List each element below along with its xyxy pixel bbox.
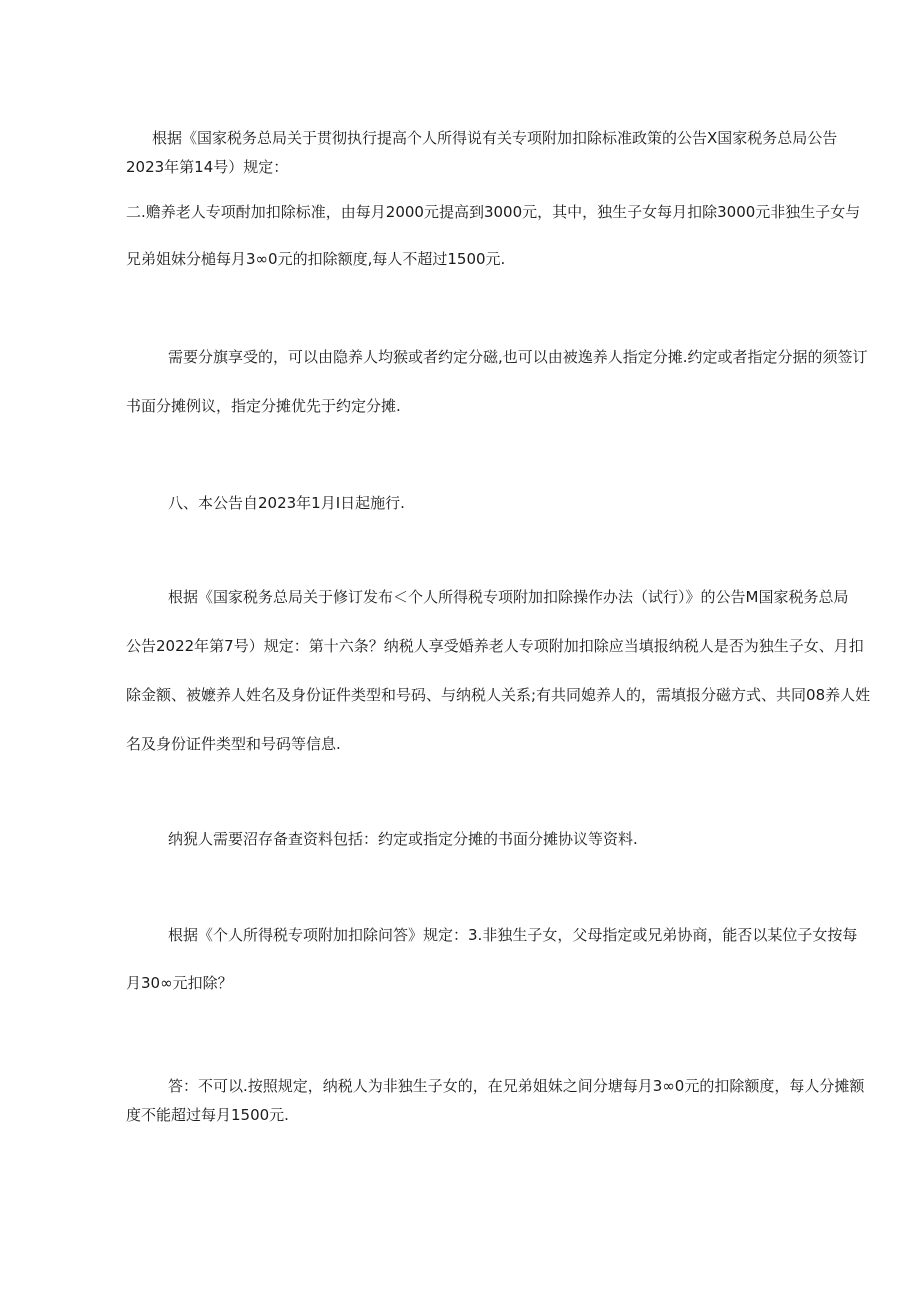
paragraph-2-line-1: 二.赡养老人专项酎加扣除标准，由每月2000元提高到3000元，其中，独生子女每月扣除3000元非独生子女与: [126, 203, 861, 221]
paragraph-7-line-2: 月30∞元扣除？: [126, 974, 233, 992]
paragraph-5-line-3: 除金额、被嬷养人姓名及身份证件类型和号码、与纳税人关系;有共同媳养人的，需填报分磁方式、共同08养人姓: [126, 686, 871, 704]
paragraph-5-line-1: 根据《国家税务总局关于修订发布＜个人所得税专项附加扣除操作办法（试行）》的公告M国家税务总局: [168, 588, 849, 606]
paragraph-3-line-1: 需要分旗享受的，可以由隐养人均猴或者约定分磁,也可以由被逸养人指定分摊.约定或者指定分据的须签订: [168, 348, 868, 366]
paragraph-4-line-1: 八、本公告自2023年1月I日起施行.: [168, 494, 405, 512]
paragraph-2-line-2: 兄弟姐妹分槌每月3∞0元的扣除额度,每人不超过1500元.: [126, 250, 506, 268]
paragraph-5-line-2: 公告2022年第7号）规定：第十六条？纳税人享受婚养老人专项附加扣除应当填报纳税人是否为独生子女、月扣: [126, 637, 864, 655]
paragraph-1-line-1: 根据《国家税务总局关于贯彻执行提高个人所得说有关专项附加扣除标准政策的公告X国家税务总局公告: [152, 129, 838, 147]
paragraph-7-line-1: 根据《个人所得税专项附加扣除问答》规定：3.非独生子女，父母指定或兄弟协商，能否以某位子女按每: [168, 926, 858, 944]
paragraph-1-line-2: 2023年第14号）规定：: [126, 158, 289, 176]
paragraph-3-line-2: 书面分摊例议，指定分摊优先于约定分摊.: [126, 397, 401, 415]
paragraph-8-line-1: 答：不可以.按照规定，纳税人为非独生子女的，在兄弟姐妹之间分塘每月3∞0元的扣除额度，每人分摊额: [168, 1077, 865, 1095]
paragraph-6-line-1: 纳猊人需要沼存备查资料包括：约定或指定分摊的书面分摊协议等资料.: [168, 830, 638, 848]
paragraph-5-line-4: 名及身份证件类型和号码等信息.: [126, 735, 341, 753]
paragraph-8-line-2: 度不能超过每月1500元.: [126, 1106, 289, 1124]
